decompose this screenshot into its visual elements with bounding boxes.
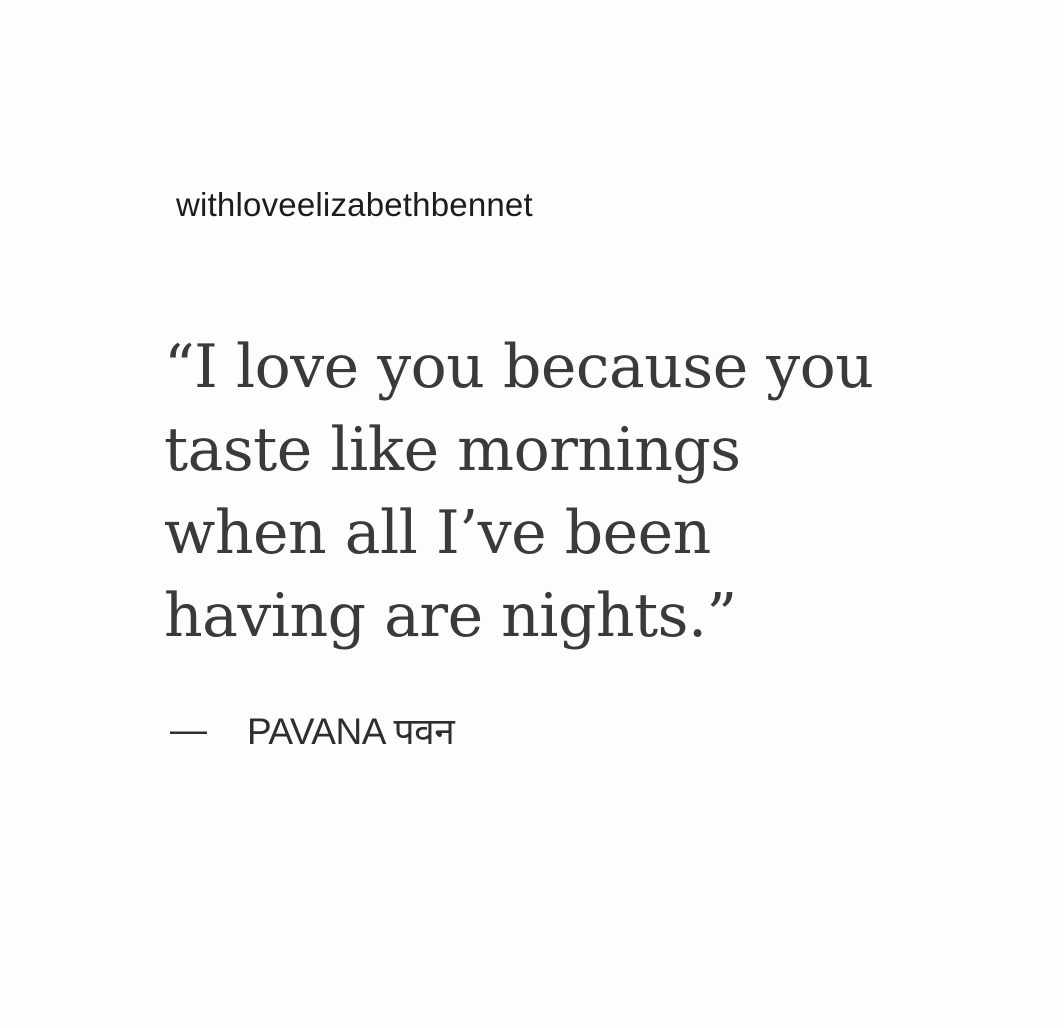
quote-line: having are nights.” (164, 581, 737, 651)
author-name: PAVANA पवन (247, 711, 455, 752)
quote-line: taste like mornings (164, 415, 741, 485)
username: withloveelizabethbennet (176, 186, 533, 223)
attribution (170, 704, 454, 755)
attribution-dash: — (170, 708, 207, 750)
quote-line: when all I’ve been (164, 498, 711, 568)
quote-text (164, 326, 873, 658)
quote-line: “I love you because you (164, 332, 874, 402)
